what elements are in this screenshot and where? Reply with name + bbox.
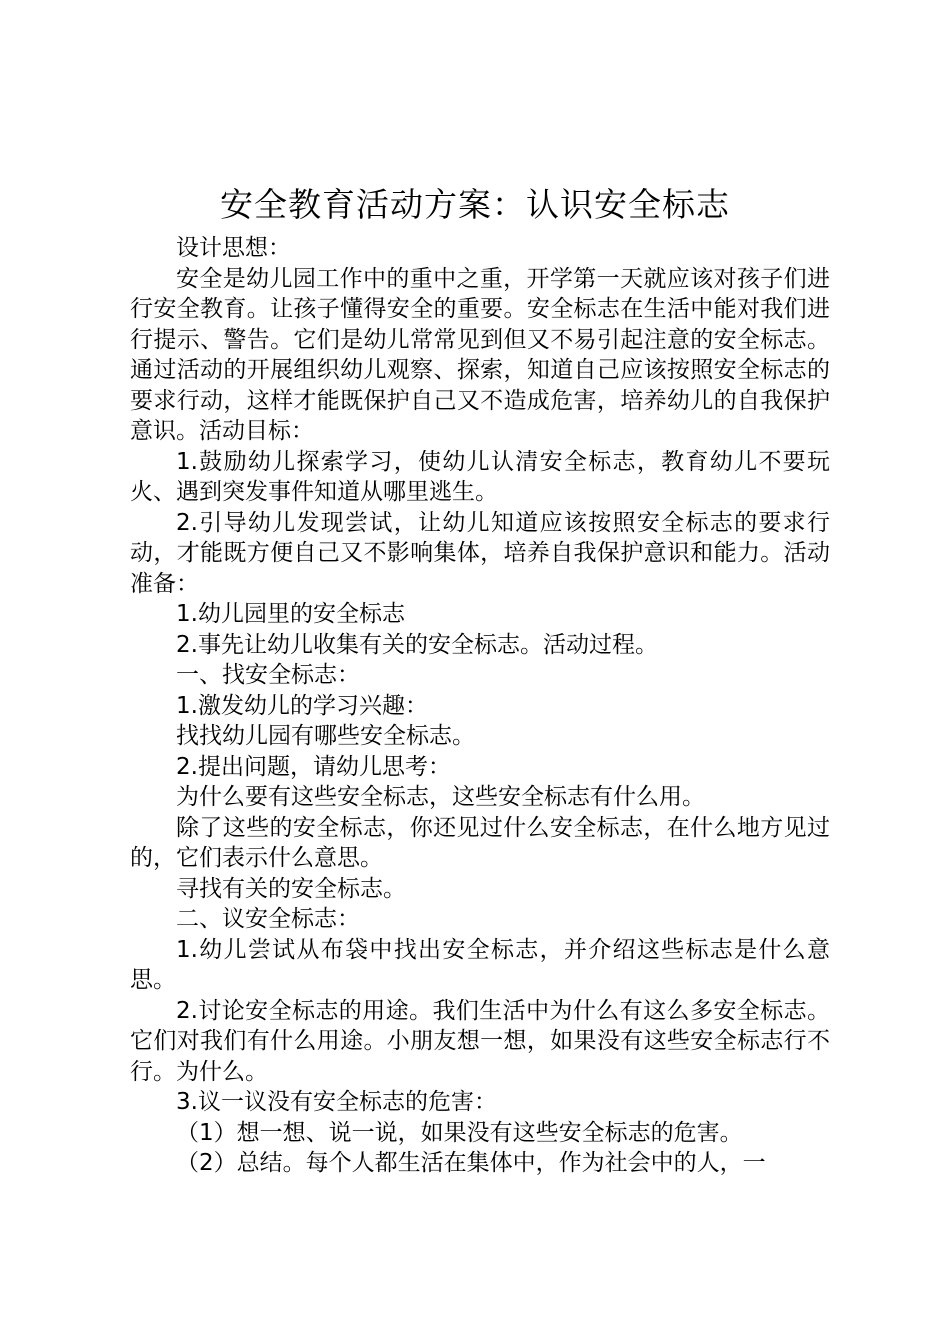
paragraph: 2.提出问题，请幼儿思考： (176, 753, 451, 780)
document-title: 安全教育活动方案：认识安全标志 (220, 185, 730, 224)
paragraph: 1.幼儿园里的安全标志 (176, 601, 405, 627)
paragraph: 1.幼儿尝试从布袋中找出安全标志，并介绍这些标志是什么意思。 (130, 936, 830, 993)
paragraph: （2）总结。每个人都生活在集体中，作为社会中的人，一 (176, 1150, 766, 1176)
paragraph: 为什么要有这些安全标志，这些安全标志有什么用。 (176, 784, 705, 810)
document-body (130, 233, 830, 1179)
paragraph: 除了这些的安全标志，你还见过什么安全标志，在什么地方见过的，它们表示什么意思。 (130, 814, 830, 871)
paragraph: （1）想一想、说一说，如果没有这些安全标志的危害。 (176, 1119, 743, 1146)
paragraph: 2.引导幼儿发现尝试，让幼儿知道应该按照安全标志的要求行动，才能既方便自己又不影响集体，培养自我保护意识和能力。活动准备： (130, 509, 830, 597)
paragraph: 1.激发幼儿的学习兴趣： (176, 692, 428, 719)
paragraph: 安全是幼儿园工作中的重中之重，开学第一天就应该对孩子们进行安全教育。让孩子懂得安全的重要。安全标志在生活中能对我们进行提示、警告。它们是幼儿常常见到但又不易引起注意的安全标志。通过活动的开展组织幼儿观察、探索，知道自己应该按照安全标志的要求行动，这样才能既保护自己又不造成危害，培养幼儿的自我保护意识。活动目标： (130, 265, 830, 444)
paragraph: 寻找有关的安全标志。 (176, 875, 406, 902)
paragraph: 设计思想： (176, 235, 291, 261)
paragraph: 1.鼓励幼儿探索学习，使幼儿认清安全标志，教育幼儿不要玩火、遇到突发事件知道从哪里逃生。 (130, 448, 830, 505)
paragraph: 2.讨论安全标志的用途。我们生活中为什么有这么多安全标志。它们对我们有什么用途。小朋友想一想，如果没有这些安全标志行不行。为什么。 (130, 997, 830, 1085)
paragraph: 找找幼儿园有哪些安全标志。 (176, 723, 475, 749)
paragraph: 3.议一议没有安全标志的危害： (176, 1089, 497, 1115)
paragraph: 二、议安全标志： (176, 906, 360, 932)
paragraph: 一、找安全标志： (176, 662, 360, 688)
paragraph: 2.事先让幼儿收集有关的安全标志。活动过程。 (176, 631, 658, 658)
